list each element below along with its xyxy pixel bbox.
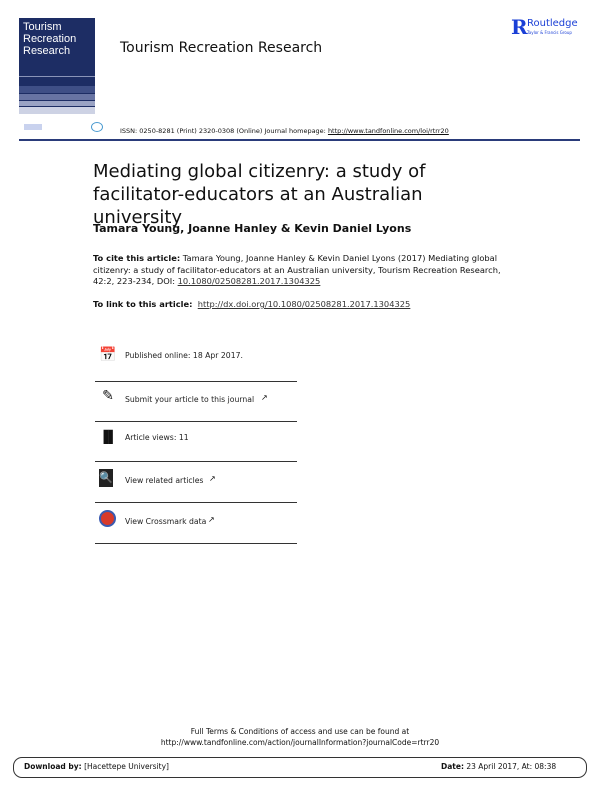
pdf-cover-page: Tourism Recreation Research Tourism Recreation Research R Routledge Taylor & Francis Group ISSN: 0250-8281 (Print) 2320-0308 (Online) Journal homepage: http://www.tandfonline.com/loi/rtrr20 Mediating global citizenry: a study of facilitator-educators at an Australian university Tamara Young, Joanne Hanley & Kevin Daniel Lyons To cite this article: Tamara Young, Joanne Hanley & Kevin Daniel Lyons (2017) Mediating global citizenry: a study of facilitator-educators at an Australian university, Tourism Recreation Research, 42:2, 223-234, DOI: 10.1080/02508281.2017.1304325 To link to this article: http://dx.doi.org/10.1080/02508281.2017.1304325 📅 Published online: 18 Apr 2017. ✎ Submit your article to this journal ↗ ▐▌ Article views: 11 🔍 View related articles ↗ View Crossmark data ↗ Full Terms & Conditions of access and use can be found at http://www.tandfonline.com/action/journalInformation?journalCode=rtrr20 Download by: [Hacettepe University] Date: 23 April 2017, At: 08:38: [0, 0, 600, 788]
partner-logo: [91, 122, 103, 132]
header-divider: [19, 139, 580, 141]
terms-notice: [0, 726, 600, 748]
article-views-item: [95, 428, 297, 468]
doi-link[interactable]: 10.1080/02508281.2017.1304325: [177, 276, 321, 286]
journal-title: Tourism Recreation Research: [120, 40, 323, 56]
citation: [93, 253, 513, 288]
article-link-line: [93, 299, 410, 309]
crossmark-icon: [99, 510, 116, 527]
article-authors: Tamara Young, Joanne Hanley & Kevin Daniel Lyons: [93, 222, 412, 235]
crossmark-item[interactable]: [95, 510, 297, 550]
divider: [95, 421, 297, 422]
download-info-box: [13, 757, 587, 778]
issn-line: [120, 127, 449, 135]
cover-title: Tourism Recreation Research: [23, 21, 77, 57]
publisher-name: Routledge: [527, 18, 578, 29]
article-views-label: Article views: 11: [125, 433, 189, 442]
related-articles-link[interactable]: View related articles: [125, 476, 204, 485]
publisher-tagline: Taylor & Francis Group: [527, 30, 572, 35]
edit-icon: ✎: [102, 388, 114, 404]
cite-label: To cite this article:: [93, 253, 181, 263]
external-link-icon: ↗: [208, 515, 215, 524]
crossmark-link[interactable]: View Crossmark data: [125, 517, 207, 526]
download-date: 23 April 2017, At: 08:38: [466, 762, 557, 771]
search-document-icon: 🔍: [99, 469, 113, 487]
divider: [95, 502, 297, 503]
divider: [95, 543, 297, 544]
link-label: To link to this article:: [93, 299, 193, 309]
article-url-link[interactable]: http://dx.doi.org/10.1080/02508281.2017.1304325: [197, 299, 411, 309]
cite-text: Tamara Young, Joanne Hanley & Kevin Daniel Lyons (2017) Mediating global citizenry: a study of facilitator-educators at an Australian university, Tourism Recreation Research, 42:2, 223-234, DOI:: [93, 253, 501, 286]
issn-text: ISSN: 0250-8281 (Print) 2320-0308 (Online) Journal homepage:: [120, 127, 328, 135]
terms-line-1: Full Terms & Conditions of access and use can be found at: [190, 727, 410, 736]
calendar-icon: 📅: [99, 347, 117, 363]
article-title: Mediating global citizenry: a study of facilitator-educators at an Australian university: [93, 161, 426, 228]
downloaded-label: Download by:: [24, 762, 82, 771]
submit-article-link[interactable]: Submit your article to this journal: [125, 395, 255, 404]
bar-chart-icon: ▐▌: [99, 430, 118, 444]
divider: [95, 461, 297, 462]
society-logo: [24, 124, 42, 130]
published-online-label: Published online: 18 Apr 2017.: [125, 351, 243, 360]
external-link-icon: ↗: [261, 393, 268, 402]
downloaded-by: [Hacettepe University]: [84, 762, 169, 771]
journal-homepage-link[interactable]: http://www.tandfonline.com/loi/rtrr20: [327, 127, 449, 135]
related-articles-item[interactable]: [95, 469, 297, 509]
journal-cover-image: [19, 18, 95, 114]
date-label: Date:: [441, 762, 464, 771]
published-online-item: [95, 346, 297, 386]
terms-url[interactable]: http://www.tandfonline.com/action/journalInformation?journalCode=rtrr20: [160, 738, 440, 747]
divider: [95, 381, 297, 382]
external-link-icon: ↗: [209, 474, 216, 483]
